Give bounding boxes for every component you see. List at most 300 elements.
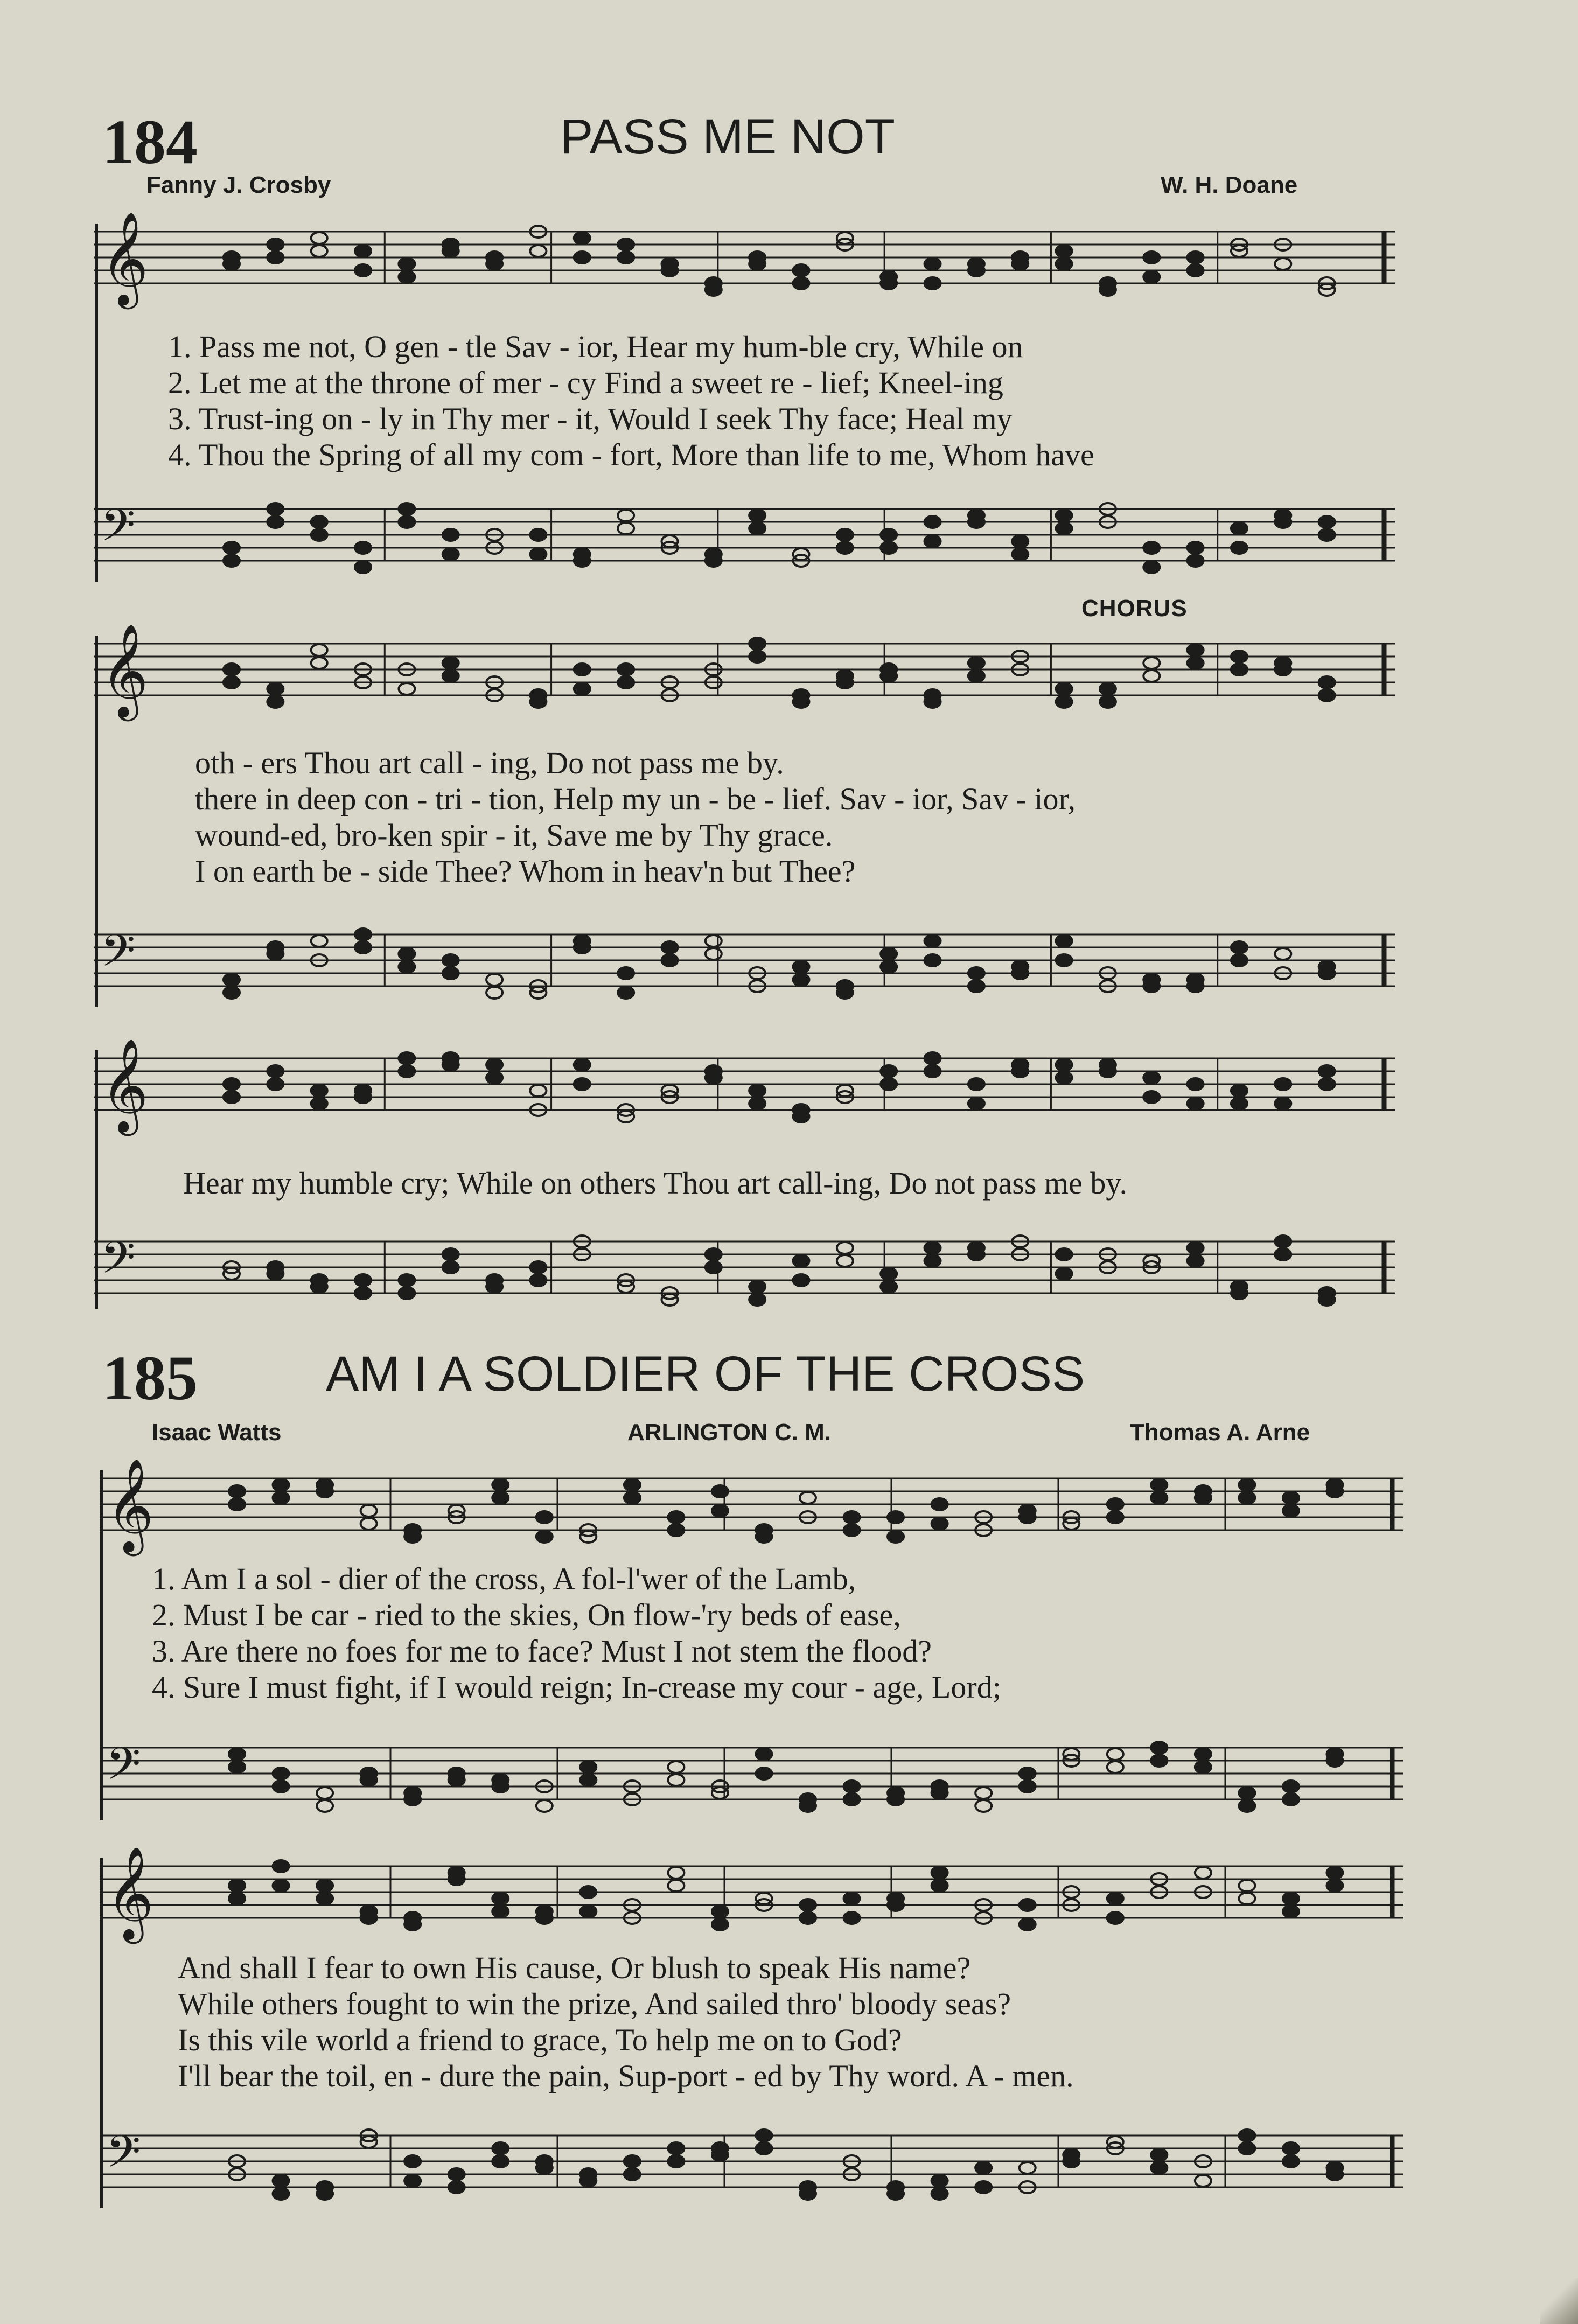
- note-head: [1056, 510, 1072, 521]
- note-head: [844, 1912, 860, 1924]
- note-head: [618, 676, 634, 688]
- bass-clef-icon: 𝄢: [106, 2125, 141, 2189]
- note-head: [273, 2188, 289, 2200]
- note-head: [881, 670, 897, 682]
- note-head: [661, 954, 678, 966]
- note-head: [881, 1065, 897, 1077]
- note-head: [888, 1899, 904, 1911]
- note-head: [443, 670, 459, 682]
- note-head: [311, 232, 327, 244]
- note-head: [574, 941, 590, 953]
- note-head: [443, 1059, 459, 1071]
- note-head: [844, 1893, 860, 1904]
- note-head: [317, 1893, 333, 1904]
- note-head: [1107, 1748, 1123, 1760]
- note-head: [1231, 1098, 1247, 1109]
- note-head: [1063, 2155, 1079, 2167]
- note-head: [756, 1531, 772, 1543]
- note-head: [580, 1886, 596, 1898]
- note-head: [1020, 1781, 1036, 1792]
- note-head: [1056, 1059, 1072, 1071]
- note-head: [706, 555, 722, 567]
- note-head: [1319, 529, 1335, 541]
- note-head: [267, 503, 283, 515]
- note-head: [449, 2181, 465, 2193]
- note-head: [668, 1524, 684, 1536]
- lyric-line: While others fought to win the prize, And sailed thro' bloody seas?: [178, 1986, 1011, 2021]
- note-head: [706, 1072, 722, 1084]
- note-head: [273, 1880, 289, 1892]
- note-head: [844, 1793, 860, 1805]
- note-head: [580, 1906, 596, 1917]
- note-head: [574, 683, 590, 695]
- note-head: [925, 696, 941, 708]
- note-head: [800, 1800, 816, 1812]
- note-head: [1319, 1065, 1335, 1077]
- note-head: [932, 1518, 948, 1530]
- note-head: [1239, 1492, 1255, 1504]
- note-head: [975, 1787, 992, 1799]
- note-head: [756, 1768, 772, 1779]
- note-head: [800, 1899, 816, 1911]
- note-head: [793, 961, 809, 973]
- note-head: [1188, 1098, 1204, 1109]
- note-head: [273, 2175, 289, 2187]
- note-head: [618, 239, 634, 250]
- note-head: [404, 1531, 421, 1543]
- lyric-line: 3. Are there no foes for me to face? Must I not stem the flood?: [152, 1634, 932, 1669]
- note-head: [311, 516, 327, 528]
- note-head: [793, 974, 809, 986]
- note-head: [267, 683, 283, 695]
- note-head: [1107, 1761, 1123, 1773]
- note-head: [975, 2181, 992, 2193]
- note-head: [932, 1498, 948, 1510]
- note-head: [1151, 1755, 1167, 1767]
- note-head: [1195, 1761, 1211, 1773]
- note-head: [712, 1918, 728, 1930]
- note-head: [837, 1242, 853, 1254]
- note-head: [661, 941, 678, 953]
- author-credit: Fanny J. Crosby: [146, 172, 331, 198]
- note-head: [968, 670, 984, 682]
- note-head: [1275, 948, 1291, 960]
- note-head: [1056, 954, 1072, 966]
- note-head: [1107, 1912, 1123, 1924]
- note-head: [1143, 1091, 1160, 1103]
- note-head: [1326, 1755, 1343, 1767]
- note-head: [224, 555, 240, 567]
- note-head: [574, 555, 590, 567]
- note-head: [661, 264, 678, 276]
- note-head: [925, 935, 941, 947]
- note-head: [837, 542, 853, 554]
- note-head: [1100, 1065, 1116, 1077]
- note-head: [1283, 1781, 1299, 1792]
- note-head: [267, 239, 283, 250]
- note-head: [311, 935, 327, 947]
- note-head: [932, 1880, 948, 1892]
- note-head: [712, 1505, 728, 1517]
- note-head: [749, 1085, 765, 1097]
- note-head: [574, 252, 590, 263]
- lyric-line: Hear my humble cry; While on others Thou art call-ing, Do not pass me by.: [183, 1166, 1128, 1201]
- note-head: [1283, 1793, 1299, 1805]
- note-head: [1239, 2142, 1255, 2154]
- note-head: [1143, 542, 1160, 554]
- note-head: [311, 644, 327, 656]
- note-head: [925, 258, 941, 270]
- note-head: [1151, 2149, 1167, 2161]
- note-head: [361, 1774, 377, 1786]
- note-head: [399, 1274, 415, 1286]
- note-head: [443, 529, 459, 541]
- bass-staff: [100, 1737, 1403, 1829]
- note-head: [925, 535, 941, 547]
- note-head: [1056, 935, 1072, 947]
- note-head: [1239, 2130, 1255, 2141]
- note-head: [1056, 683, 1072, 695]
- note-head: [1188, 252, 1204, 263]
- note-head: [888, 1793, 904, 1805]
- treble-clef-icon: 𝄞: [101, 1038, 149, 1132]
- note-head: [574, 1059, 590, 1071]
- bass-clef-icon: 𝄢: [106, 1737, 141, 1801]
- note-head: [536, 1511, 553, 1523]
- lyric-line: 2. Let me at the throne of mer - cy Find a sweet re - lief; Kneel-ing: [168, 365, 1003, 400]
- note-head: [486, 1059, 502, 1071]
- note-head: [355, 929, 371, 940]
- note-head: [229, 1498, 245, 1510]
- note-head: [317, 1485, 333, 1497]
- note-head: [580, 2175, 596, 2187]
- note-head: [888, 2188, 904, 2200]
- treble-clef-icon: 𝄞: [101, 623, 149, 717]
- note-head: [1326, 1485, 1343, 1497]
- note-head: [968, 657, 984, 669]
- note-head: [1020, 1768, 1036, 1779]
- note-head: [881, 1268, 897, 1280]
- note-head: [492, 1781, 508, 1792]
- note-head: [756, 2130, 772, 2141]
- note-head: [925, 277, 941, 289]
- note-head: [1056, 258, 1072, 270]
- note-head: [1326, 1880, 1343, 1892]
- note-head: [229, 1761, 245, 1773]
- note-head: [443, 967, 459, 979]
- note-head: [1020, 1918, 1036, 1930]
- note-head: [399, 516, 415, 528]
- note-head: [311, 1085, 327, 1097]
- note-head: [399, 961, 415, 973]
- treble-clef-icon: 𝄞: [106, 1458, 154, 1552]
- note-head: [668, 1761, 684, 1773]
- note-head: [624, 1492, 640, 1504]
- note-head: [443, 954, 459, 966]
- note-head: [618, 967, 634, 979]
- note-head: [404, 2155, 421, 2167]
- note-head: [311, 245, 327, 257]
- note-head: [881, 542, 897, 554]
- note-head: [1107, 1511, 1123, 1523]
- note-head: [1012, 548, 1028, 560]
- note-head: [486, 987, 502, 999]
- note-head: [404, 2175, 421, 2187]
- note-head: [1188, 980, 1204, 992]
- bass-clef-icon: 𝄢: [101, 499, 136, 562]
- note-head: [317, 1787, 333, 1799]
- note-head: [881, 961, 897, 973]
- note-head: [932, 2188, 948, 2200]
- treble-staff: [94, 211, 1395, 312]
- lyric-line: Is this vile world a friend to grace, To help me on to God?: [178, 2022, 902, 2057]
- tune-name: ARLINGTON C. M.: [627, 1419, 832, 1446]
- note-head: [1275, 258, 1291, 270]
- note-head: [618, 522, 634, 534]
- note-head: [1239, 1893, 1255, 1904]
- note-head: [1143, 252, 1160, 263]
- note-head: [968, 1098, 984, 1109]
- note-head: [932, 1867, 948, 1879]
- note-head: [530, 245, 546, 257]
- note-head: [361, 1912, 377, 1924]
- note-head: [486, 974, 502, 986]
- note-head: [925, 516, 941, 528]
- note-head: [1319, 1294, 1335, 1306]
- note-head: [1319, 676, 1335, 688]
- note-head: [1056, 1072, 1072, 1084]
- note-head: [1319, 1078, 1335, 1090]
- note-head: [844, 1511, 860, 1523]
- note-head: [706, 1261, 722, 1273]
- note-head: [317, 1800, 333, 1812]
- note-head: [668, 1774, 684, 1786]
- note-head: [888, 1511, 904, 1523]
- note-head: [1012, 535, 1028, 547]
- note-head: [925, 1065, 941, 1077]
- note-head: [1231, 941, 1247, 953]
- treble-staff: [100, 1458, 1403, 1559]
- note-head: [975, 2162, 992, 2174]
- note-head: [1275, 1236, 1291, 1247]
- note-head: [530, 696, 546, 708]
- hymn-number: 185: [102, 1343, 198, 1413]
- hymn-title: PASS ME NOT: [560, 109, 895, 164]
- note-head: [624, 2168, 640, 2180]
- note-head: [706, 935, 722, 947]
- note-head: [1056, 696, 1072, 708]
- note-head: [536, 1531, 553, 1543]
- note-head: [925, 1242, 941, 1254]
- note-head: [399, 1052, 415, 1064]
- note-head: [355, 542, 371, 554]
- note-head: [355, 941, 371, 953]
- note-head: [486, 1072, 502, 1084]
- note-head: [486, 258, 502, 270]
- note-head: [1143, 271, 1160, 283]
- note-head: [355, 561, 371, 573]
- note-head: [1319, 516, 1335, 528]
- note-head: [530, 1085, 546, 1097]
- note-head: [932, 2175, 948, 2187]
- note-head: [749, 522, 765, 534]
- note-head: [793, 1111, 809, 1122]
- note-head: [530, 529, 546, 541]
- note-head: [530, 1274, 546, 1286]
- note-head: [712, 1485, 728, 1497]
- note-head: [844, 1524, 860, 1536]
- note-head: [449, 2168, 465, 2180]
- note-head: [1143, 657, 1160, 669]
- note-head: [273, 1492, 289, 1504]
- note-head: [1188, 555, 1204, 567]
- note-head: [881, 1281, 897, 1293]
- composer-credit: W. H. Doane: [1161, 172, 1298, 198]
- note-head: [1020, 1511, 1036, 1523]
- note-head: [800, 1912, 816, 1924]
- note-head: [1283, 1505, 1299, 1517]
- note-head: [968, 967, 984, 979]
- note-head: [668, 1867, 684, 1879]
- note-head: [443, 657, 459, 669]
- treble-staff: [94, 1038, 1395, 1139]
- note-head: [1275, 516, 1291, 528]
- note-head: [1188, 1078, 1204, 1090]
- hymn-title: AM I A SOLDIER OF THE CROSS: [326, 1346, 1085, 1401]
- note-head: [925, 1255, 941, 1267]
- note-head: [1283, 2142, 1299, 2154]
- note-head: [1231, 651, 1247, 662]
- note-head: [229, 1748, 245, 1760]
- note-head: [881, 277, 897, 289]
- note-head: [749, 510, 765, 521]
- note-head: [1100, 696, 1116, 708]
- note-head: [1107, 1498, 1123, 1510]
- bass-clef-icon: 𝄢: [101, 1231, 136, 1295]
- note-head: [837, 1255, 853, 1267]
- note-head: [793, 277, 809, 289]
- bass-staff: [94, 924, 1395, 1015]
- note-head: [1231, 954, 1247, 966]
- note-head: [844, 1781, 860, 1792]
- note-head: [706, 284, 722, 296]
- note-head: [975, 1800, 992, 1812]
- note-head: [881, 1078, 897, 1090]
- note-head: [881, 948, 897, 960]
- note-head: [1195, 1748, 1211, 1760]
- lyric-line: 4. Sure I must fight, if I would reign; In-crease my cour - age, Lord;: [152, 1670, 1001, 1705]
- note-head: [574, 1078, 590, 1090]
- note-head: [881, 529, 897, 541]
- composer-credit: Thomas A. Arne: [1130, 1419, 1310, 1446]
- note-head: [1239, 1800, 1255, 1812]
- note-head: [837, 529, 853, 541]
- note-head: [1283, 1893, 1299, 1904]
- note-head: [925, 1052, 941, 1064]
- note-head: [968, 1078, 984, 1090]
- note-head: [311, 529, 327, 541]
- note-head: [492, 1479, 508, 1491]
- note-head: [267, 696, 283, 708]
- note-head: [267, 1065, 283, 1077]
- note-head: [229, 1485, 245, 1497]
- note-head: [706, 1248, 722, 1260]
- note-head: [1275, 1078, 1291, 1090]
- bass-staff: [100, 2125, 1403, 2216]
- note-head: [267, 252, 283, 263]
- lyric-line: 3. Trust-ing on - ly in Thy mer - it, Would I seek Thy face; Heal my: [168, 401, 1013, 436]
- lyric-line: I'll bear the toil, en - dure the pain, Sup-port - ed by Thy word. A - men.: [178, 2058, 1074, 2093]
- note-head: [224, 664, 240, 675]
- note-head: [311, 1281, 327, 1293]
- treble-staff: [94, 623, 1395, 724]
- note-head: [1151, 2162, 1167, 2174]
- note-head: [355, 1091, 371, 1103]
- note-head: [224, 987, 240, 999]
- note-head: [800, 1492, 816, 1504]
- note-head: [273, 1479, 289, 1491]
- note-head: [267, 1078, 283, 1090]
- note-head: [1012, 1065, 1028, 1077]
- note-head: [404, 1793, 421, 1805]
- lyric-line: 1. Pass me not, O gen - tle Sav - ior, Hear my hum-ble cry, While on: [168, 329, 1023, 364]
- note-head: [749, 1281, 765, 1293]
- note-head: [618, 510, 634, 521]
- note-head: [618, 664, 634, 675]
- note-head: [1231, 1085, 1247, 1097]
- note-head: [399, 503, 415, 515]
- note-head: [311, 657, 327, 669]
- note-head: [668, 2155, 684, 2167]
- note-head: [968, 980, 984, 992]
- note-head: [1188, 542, 1204, 554]
- note-head: [443, 1248, 459, 1260]
- lyric-line: there in deep con - tri - tion, Help my un - be - lief. Sav - ior, Sav - ior,: [195, 781, 1076, 816]
- note-head: [668, 1880, 684, 1892]
- note-head: [580, 1761, 596, 1773]
- note-head: [1188, 657, 1204, 669]
- treble-staff: [100, 1846, 1403, 1947]
- note-head: [361, 1518, 377, 1530]
- note-head: [580, 1774, 596, 1786]
- note-head: [618, 252, 634, 263]
- note-head: [793, 1255, 809, 1267]
- note-head: [800, 2188, 816, 2200]
- note-head: [756, 2142, 772, 2154]
- note-head: [1143, 561, 1160, 573]
- note-head: [756, 1748, 772, 1760]
- note-head: [224, 974, 240, 986]
- note-head: [932, 1787, 948, 1799]
- note-head: [749, 1294, 765, 1306]
- note-head: [1020, 1899, 1036, 1911]
- note-head: [399, 683, 415, 695]
- treble-clef-icon: 𝄞: [106, 1846, 154, 1940]
- note-head: [399, 948, 415, 960]
- note-head: [1020, 2162, 1036, 2174]
- note-head: [361, 1505, 377, 1517]
- note-head: [1283, 2155, 1299, 2167]
- note-head: [574, 664, 590, 675]
- lyric-line: 4. Thou the Spring of all my com - fort, More than life to me, Whom have: [168, 437, 1094, 472]
- note-head: [712, 2149, 728, 2161]
- note-head: [1100, 284, 1116, 296]
- author-credit: Isaac Watts: [152, 1419, 282, 1446]
- note-head: [399, 258, 415, 270]
- note-head: [1056, 245, 1072, 257]
- bass-staff: [94, 1231, 1395, 1322]
- note-head: [1151, 1742, 1167, 1754]
